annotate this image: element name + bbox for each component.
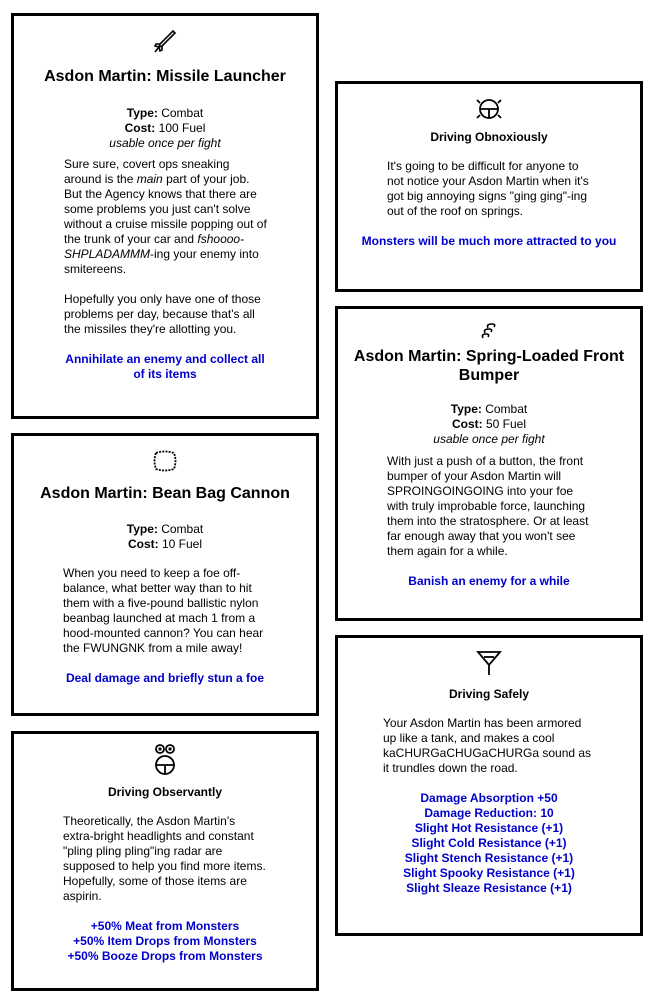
usage-note: usable once per fight (433, 432, 545, 446)
desc-paragraph: When you need to keep a foe off-balance, what better way than to hit them with a five-pound ballistic nylon beanbag launched at mach 1 from a hood-mounted cannon? You can hear the FWUNGNK from a mile away! (63, 566, 264, 655)
desc-text: Sure sure, covert ops sneaking around is the (64, 157, 230, 186)
card-meta (14, 522, 316, 552)
card-description (387, 454, 597, 559)
type-value: Combat (485, 402, 528, 416)
desc-text: part of your job. But the Agency knows that there are some problems you just can't solve without a cruise missile popping out of the trunk of your car and (64, 172, 267, 246)
card-effect: Annihilate an enemy and collect all of its items (65, 352, 265, 381)
card-title: Asdon Martin: Spring-Loaded Front Bumper (353, 348, 625, 384)
steering-wheel-icon (475, 95, 503, 123)
observant-steering-wheel-icon (151, 743, 179, 777)
type-value: Combat (161, 522, 204, 536)
card-effect: Deal damage and briefly stun a foe (65, 671, 265, 685)
card-description (383, 716, 595, 776)
card-meta (338, 402, 640, 447)
effect-line: +50% Meat from Monsters (90, 919, 240, 933)
card-title: Asdon Martin: Missile Launcher (44, 68, 286, 85)
missile-launcher-card (11, 13, 319, 419)
effect-line: Slight Sleaze Resistance (+1) (406, 881, 572, 895)
effect-line: Damage Reduction: 10 (424, 806, 554, 820)
spring-bumper-card (335, 306, 643, 621)
card-effect: Monsters will be much more attracted to you (361, 234, 617, 248)
type-label: Type: (126, 106, 158, 120)
card-title: Driving Safely (448, 687, 530, 701)
card-title: Driving Observantly (107, 785, 223, 799)
cost-value: 10 Fuel (161, 537, 203, 551)
cost-label: Cost: (127, 537, 159, 551)
card-description (63, 814, 268, 904)
desc-text: -ing your enemy into smitereens. (64, 247, 259, 276)
card-title: Driving Obnoxiously (430, 130, 548, 144)
cost-value: 50 Fuel (485, 417, 527, 431)
desc-paragraph: Hopefully you only have one of those problems per day, because that's all the missiles they're allotting you. (64, 292, 261, 336)
desc-paragraph: It's going to be difficult for anyone to not notice your Asdon Martin when it's got big annoying signs "ging ging"-ing out of the roof on springs. (387, 159, 589, 218)
card-description (64, 157, 269, 337)
effect-line: Slight Hot Resistance (+1) (414, 821, 564, 835)
card-title: Asdon Martin: Bean Bag Cannon (40, 485, 290, 502)
type-label: Type: (126, 522, 158, 536)
usage-note: usable once per fight (109, 136, 221, 150)
missile-icon (150, 27, 180, 57)
funnel-icon (475, 648, 503, 678)
effect-line: Slight Cold Resistance (+1) (411, 836, 567, 850)
beanbag-icon (152, 448, 178, 474)
desc-paragraph: Theoretically, the Asdon Martin's extra-bright headlights and constant "pling pling pling"ing radar are supposed to help you find more items. Hopefully, some of those items are aspirin. (63, 814, 266, 903)
effect-line: Slight Stench Resistance (+1) (404, 851, 574, 865)
desc-paragraph: Your Asdon Martin has been armored up like a tank, and makes a cool kaCHURGaCHUGaCHURGa sound as it trundles down the road. (383, 716, 592, 775)
cost-label: Cost: (124, 121, 156, 135)
desc-paragraph: With just a push of a button, the front bumper of your Asdon Martin will SPROINGOINGOING into your foe with truly improbable force, launching them into the stratosphere. Or at least far enough away that you won't see them again for a while. (387, 454, 589, 558)
card-description (63, 566, 273, 656)
card-meta (14, 106, 316, 151)
cost-value: 100 Fuel (158, 121, 206, 135)
effect-line: +50% Booze Drops from Monsters (67, 949, 263, 963)
effect-line: Slight Spooky Resistance (+1) (403, 866, 575, 880)
spring-icon (479, 320, 499, 342)
bean-bag-cannon-card (11, 433, 319, 716)
card-description (387, 159, 592, 219)
desc-emphasis: fshoooo-SHPLADAMMM (64, 232, 245, 261)
cost-label: Cost: (451, 417, 483, 431)
card-effects (338, 791, 640, 896)
driving-observantly-card (11, 731, 319, 991)
card-effect: Banish an enemy for a while (408, 574, 570, 588)
effect-line: Damage Absorption +50 (420, 791, 558, 805)
effect-line: +50% Item Drops from Monsters (73, 934, 257, 948)
type-value: Combat (161, 106, 204, 120)
driving-safely-card (335, 635, 643, 936)
driving-obnoxiously-card (335, 81, 643, 292)
desc-emphasis: main (136, 172, 163, 186)
type-label: Type: (450, 402, 482, 416)
card-effects (14, 919, 316, 964)
